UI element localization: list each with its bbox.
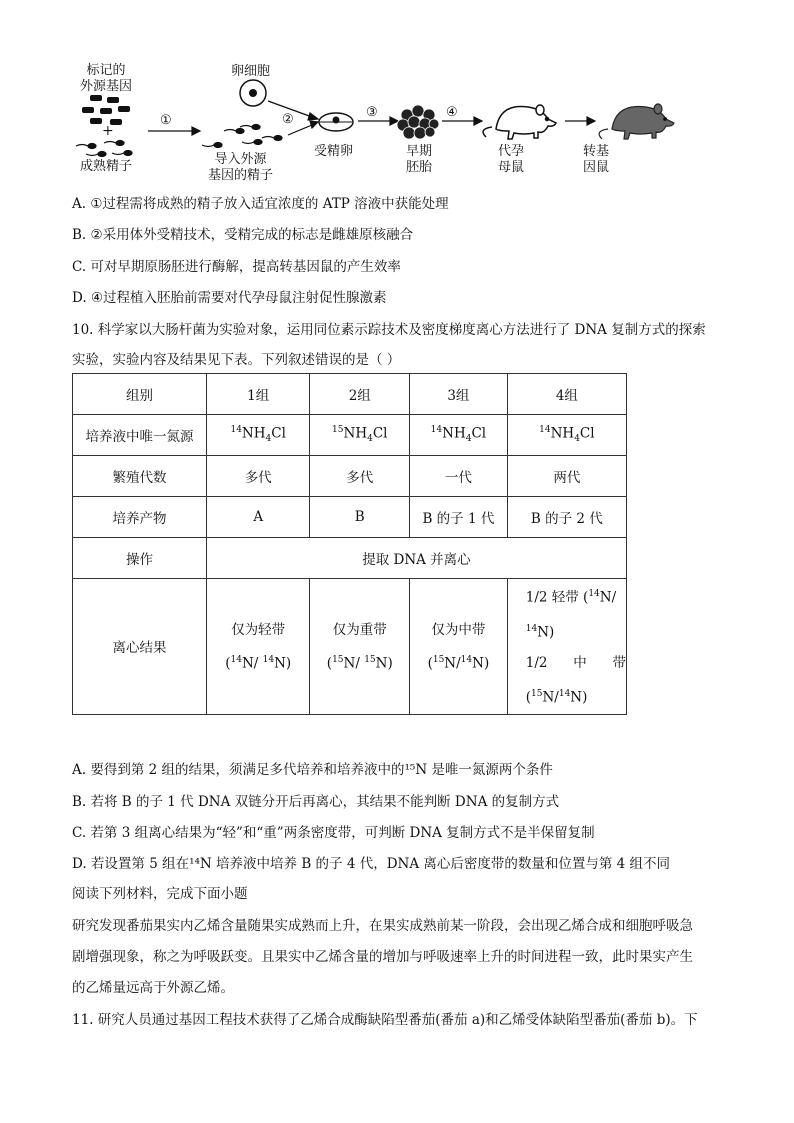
result-cell [410, 579, 508, 715]
label-sperm-with-gene-line1: 导入外源 [214, 152, 267, 167]
q10-option-d: D. 若设置第 5 组在¹⁴N 培养液中培养 B 的子 4 代，DNA 离心后密度带的数量和位置与第 4 组不同 [72, 856, 671, 872]
transgenic-mouse-diagram [60, 55, 700, 185]
isotope-part: N/ [599, 589, 617, 606]
label-marked-gene [80, 63, 132, 95]
step4-label: ④ [446, 105, 458, 120]
mature-sperm-icon [76, 141, 132, 157]
subscript: 4 [367, 434, 373, 445]
table-row-results [73, 579, 627, 715]
mass-number: 15 [364, 654, 376, 665]
table-row-header [73, 374, 627, 415]
sperm-with-gene-icon [202, 125, 282, 148]
result4-line1 [526, 579, 626, 614]
mass-number: 14 [460, 654, 473, 665]
step3-label: ③ [366, 105, 378, 120]
isotope-part: N/ [444, 655, 461, 671]
table-header-cell: 1组 [206, 374, 310, 415]
table-row-generations [73, 456, 627, 497]
mass-number: 14 [262, 654, 275, 665]
isotope-part: N) [570, 689, 588, 706]
q10-option-a: A. 要得到第 2 组的结果，须满足多代培养和培养液中的¹⁵N 是唯一氮源两个条件 [72, 762, 553, 778]
formula-part: NH [241, 425, 266, 442]
label-transgenic-line2: 因鼠 [583, 160, 610, 175]
label-sperm-with-gene-line2: 基因的精子 [208, 168, 274, 183]
isotope-part: N/ [241, 655, 263, 671]
arrow-step3 [358, 117, 398, 125]
table-row-nitrogen [73, 415, 627, 456]
formula-part: NH [442, 425, 466, 442]
reading-intro: 阅读下列材料，完成下面小题 [72, 886, 248, 902]
isotope-part: N/ [542, 689, 559, 706]
mass-number: 15 [531, 689, 543, 699]
label-surrogate-mouse [498, 144, 524, 176]
label-marked-gene-line2: 外源基因 [80, 79, 133, 94]
dna-replication-table [72, 373, 627, 715]
formula-part: Cl [372, 425, 388, 442]
nitrogen-cell [507, 415, 626, 456]
mass-number: 15 [432, 654, 445, 665]
label-transgenic-line1: 转基 [583, 144, 610, 159]
label-surrogate-line2: 母鼠 [498, 160, 525, 175]
label-mature-sperm: 成熟精子 [80, 159, 133, 174]
table-row-operation [73, 538, 627, 579]
transgenic-mouse-icon [599, 104, 674, 139]
formula-part: NH [550, 425, 575, 442]
isotope-part: N) [537, 624, 555, 640]
row-label-results: 离心结果 [73, 579, 207, 715]
product-cell: B 的子 2 代 [507, 497, 626, 538]
table-header-cell: 4组 [507, 374, 626, 415]
label-zygote: 受精卵 [314, 144, 354, 159]
table-row-products [73, 497, 627, 538]
reading-line3: 的乙烯量远高于外源乙烯。 [72, 980, 234, 996]
early-embryo-icon [397, 105, 439, 139]
isotope-part: N/ [343, 655, 365, 671]
generation-cell: 一代 [410, 456, 508, 497]
arrow-step5 [565, 117, 595, 125]
q10-stem-line1: 10. 科学家以大肠杆菌为实验对象，运用同位素示踪技术及密度梯度离心方法进行了 DNA 复制方式的探索 [72, 322, 706, 338]
step1-label: ① [160, 113, 172, 128]
subscript: 4 [465, 434, 472, 445]
generation-cell: 多代 [310, 456, 410, 497]
formula-part: Cl [579, 425, 595, 442]
paren: ( [326, 655, 333, 671]
reading-line2: 剧增强现象，称之为呼吸跃变。且果实中乙烯含量的增加与呼吸速率上升的时间进程一致，此时果实产生 [72, 949, 693, 965]
table-header-cell: 2组 [310, 374, 410, 415]
result4-line3: 1/2 中 带 [525, 655, 626, 671]
label-transgenic-mouse [583, 144, 609, 176]
isotope-part: N) [472, 655, 490, 671]
result4-line2 [526, 614, 626, 649]
formula-part: NH [343, 425, 368, 442]
result-isotopes [207, 645, 310, 679]
surrogate-mouse-icon [483, 105, 556, 139]
q10-option-c: C. 若第 3 组离心结果为“轻”和“重”两条密度带，可判断 DNA 复制方式不是半保留复制 [72, 825, 595, 841]
result-cell [310, 579, 410, 715]
q9-option-d: D. ④过程植入胚胎前需要对代孕母鼠注射促性腺激素 [72, 290, 387, 306]
product-cell: B 的子 1 代 [410, 497, 508, 538]
gene-fragments-icon [82, 95, 130, 125]
subscript: 4 [265, 434, 272, 445]
product-cell: A [206, 497, 310, 538]
mass-number: 14 [430, 425, 443, 436]
result-band: 仅为重带 [332, 621, 387, 638]
formula-part: Cl [471, 425, 487, 442]
operation-cell: 提取 DNA 并离心 [206, 538, 626, 579]
q9-option-b: B. ②采用体外受精技术，受精完成的标志是雌雄原核融合 [72, 227, 414, 243]
row-label-nitrogen: 培养液中唯一氮源 [73, 415, 207, 456]
q9-option-c: C. 可对早期原肠胚进行酶解，提高转基因鼠的产生效率 [72, 259, 401, 275]
row-label-operation: 操作 [73, 538, 207, 579]
step2-label: ② [282, 112, 294, 127]
q9-option-a: A. ①过程需将成熟的精子放入适宜浓度的 ATP 溶液中获能处理 [72, 196, 449, 212]
label-early-embryo-line1: 早期 [406, 144, 433, 159]
nitrogen-cell [310, 415, 410, 456]
isotope-part: N) [274, 655, 292, 671]
paren: ( [225, 655, 231, 671]
q11-stem-line1: 11. 研究人员通过基因工程技术获得了乙烯合成酶缺陷型番茄(番茄 a)和乙烯受体缺陷型番茄(番茄 b)。下 [72, 1012, 698, 1028]
mass-number: 14 [588, 589, 600, 599]
isotope-part: N) [375, 655, 393, 671]
table-header-cell: 3组 [410, 374, 508, 415]
mass-number: 14 [525, 623, 538, 634]
q10-stem-line2: 实验，实验内容及结果见下表。下列叙述错误的是（ ） [72, 352, 401, 368]
label-egg: 卵细胞 [231, 64, 271, 79]
generation-cell: 两代 [507, 456, 626, 497]
subscript: 4 [574, 434, 580, 445]
arrow-step1 [148, 127, 200, 135]
mass-number: 15 [332, 425, 344, 436]
result-cell-group4 [507, 579, 626, 715]
plus-sign: + [102, 123, 114, 139]
egg-cell-icon [240, 80, 266, 106]
mass-number: 15 [332, 654, 344, 665]
paren: ( [525, 689, 532, 706]
generation-cell: 多代 [206, 456, 310, 497]
reading-line1: 研究发现番茄果实内乙烯含量随果实成熟而上升，在果实成熟前某一阶段，会出现乙烯合成和细胞呼吸急 [72, 918, 693, 934]
formula-part: Cl [271, 425, 286, 442]
row-label-generations: 繁殖代数 [73, 456, 207, 497]
row-label-products: 培养产物 [73, 497, 207, 538]
result4-line4 [526, 679, 626, 714]
table-header-cell: 组别 [73, 374, 207, 415]
result-cell [206, 579, 310, 715]
label-early-embryo [406, 144, 432, 176]
mass-number: 14 [230, 425, 242, 436]
q10-option-b: B. 若将 B 的子 1 代 DNA 双链分开后再离心，其结果不能判断 DNA 的复制方式 [72, 794, 560, 810]
result-isotopes [310, 645, 409, 679]
mass-number: 14 [558, 689, 571, 699]
mass-number: 14 [539, 425, 551, 436]
label-marked-gene-line1: 标记的 [86, 63, 126, 78]
nitrogen-cell [410, 415, 508, 456]
label-surrogate-line1: 代孕 [498, 144, 525, 159]
result-band: 仅为中带 [431, 621, 486, 638]
label-sperm-with-gene [208, 152, 273, 184]
result-band: 仅为轻带 [231, 621, 286, 638]
paren: ( [427, 655, 433, 671]
label-early-embryo-line2: 胚胎 [406, 160, 433, 175]
product-cell: B [310, 497, 410, 538]
nitrogen-cell [206, 415, 310, 456]
isotope-part: 1/2 轻带 ( [525, 589, 589, 606]
zygote-icon [319, 113, 353, 131]
mass-number: 14 [230, 654, 242, 665]
result-isotopes [410, 645, 507, 679]
